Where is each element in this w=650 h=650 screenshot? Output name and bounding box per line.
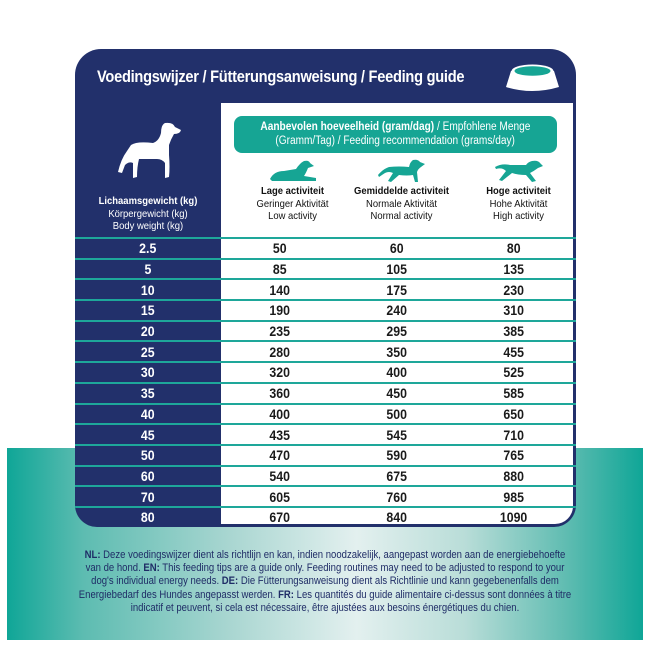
table-row xyxy=(75,403,576,424)
high-cell: 135 xyxy=(503,261,524,278)
running-dog-icon xyxy=(494,159,544,183)
normal-cell: 400 xyxy=(386,364,407,381)
high-cell: 985 xyxy=(503,488,524,505)
high-cell: 1090 xyxy=(499,509,528,526)
weight-cell: 60 xyxy=(141,467,155,484)
lang-code-fr: FR: xyxy=(278,588,294,601)
low-cell: 605 xyxy=(269,488,290,505)
food-bowl-icon xyxy=(505,61,560,93)
note-text: Die Fütterungsanweisung dient als Richtlinie und kann gegebenenfalls dem xyxy=(238,575,559,588)
table-row xyxy=(75,506,576,527)
low-cell: 470 xyxy=(269,447,290,464)
recommendation-title-de: / Empfohlene Menge xyxy=(434,121,531,133)
column-normal-activity xyxy=(343,159,460,223)
weight-label-de: Körpergewicht (kg) xyxy=(108,207,188,220)
table-row xyxy=(75,361,576,382)
high-cell: 455 xyxy=(503,343,524,360)
high-cell: 650 xyxy=(503,405,524,422)
normal-activity-de: Normale Aktivität xyxy=(366,197,437,210)
weight-cell: 5 xyxy=(144,261,152,278)
weight-cell: 2.5 xyxy=(139,240,157,257)
high-cell: 525 xyxy=(503,364,524,381)
low-cell: 85 xyxy=(272,261,287,278)
low-activity-de: Geringer Aktivität xyxy=(256,197,329,210)
normal-cell: 240 xyxy=(386,302,407,319)
weight-cell: 50 xyxy=(141,447,155,464)
table-row xyxy=(75,485,576,506)
note-text: van de hond. xyxy=(85,562,144,575)
table-row xyxy=(75,258,576,279)
table-row xyxy=(75,382,576,403)
column-high-activity xyxy=(460,159,576,223)
weight-cell: 80 xyxy=(141,509,155,526)
low-cell: 140 xyxy=(269,281,290,298)
lang-code-de: DE: xyxy=(221,575,239,588)
high-activity-nl: Hoge activiteit xyxy=(486,185,551,197)
high-cell: 765 xyxy=(503,447,524,464)
low-cell: 320 xyxy=(269,364,290,381)
weight-cell: 10 xyxy=(141,281,155,298)
weight-cell: 35 xyxy=(141,385,155,402)
low-cell: 670 xyxy=(269,509,290,526)
column-low-activity xyxy=(234,159,351,223)
high-activity-de: Hohe Aktivität xyxy=(489,197,548,210)
table-row xyxy=(75,299,576,320)
weight-cell: 15 xyxy=(141,302,155,319)
normal-cell: 840 xyxy=(386,509,407,526)
normal-cell: 60 xyxy=(389,240,404,257)
low-cell: 235 xyxy=(269,323,290,340)
normal-activity-nl: Gemiddelde activiteit xyxy=(353,185,450,197)
high-cell: 80 xyxy=(506,240,521,257)
high-cell: 710 xyxy=(503,426,524,443)
normal-cell: 175 xyxy=(386,281,407,298)
table-row xyxy=(75,278,576,299)
low-cell: 435 xyxy=(269,426,290,443)
note-text: Les quantités du guide alimentaire ci-dessus sont données à titre xyxy=(293,588,572,601)
low-cell: 50 xyxy=(272,240,287,257)
normal-cell: 450 xyxy=(386,385,407,402)
body-weight-header xyxy=(75,195,221,233)
table-row xyxy=(75,465,576,486)
note-text: Deze voedingswijzer dient als richtlijn en kan, indien noodzakelijk, aangepast worden aan de energiebehoefte xyxy=(100,549,566,561)
high-cell: 230 xyxy=(503,281,524,298)
feeding-table xyxy=(75,237,576,527)
table-row xyxy=(75,320,576,341)
note-text: This feeding tips are a guide only. Feeding routines may need to be adjusted to respond to your xyxy=(159,562,565,575)
lang-code-nl: NL: xyxy=(84,549,101,561)
low-cell: 190 xyxy=(269,302,290,319)
normal-cell: 295 xyxy=(386,323,407,340)
page-title: Voedingswijzer / Fütterungsanweisung / Feeding guide xyxy=(97,67,465,86)
standing-dog-icon xyxy=(117,121,183,181)
low-activity-en: Low activity xyxy=(268,210,317,222)
recommendation-title-en: (Gramm/Tag) / Feeding recommendation (grams/day) xyxy=(275,135,516,147)
normal-cell: 500 xyxy=(386,405,407,422)
table-row xyxy=(75,423,576,444)
feeding-guide-card xyxy=(75,49,576,527)
table-row xyxy=(75,340,576,361)
low-cell: 400 xyxy=(269,405,290,422)
weight-cell: 45 xyxy=(141,426,155,443)
recommendation-title-nl: Aanbevolen hoeveelheid (gram/dag) xyxy=(260,121,435,133)
lying-dog-icon xyxy=(268,159,318,183)
high-cell: 880 xyxy=(503,467,524,484)
normal-cell: 760 xyxy=(386,488,407,505)
weight-cell: 30 xyxy=(141,364,155,381)
normal-cell: 675 xyxy=(386,467,407,484)
note-text: dog's individual energy needs. xyxy=(91,575,222,588)
note-text: Energiebedarf des Hundes angepasst werden. xyxy=(78,588,279,601)
weight-label-nl: Lichaamsgewicht (kg) xyxy=(98,195,198,207)
lang-code-en: EN: xyxy=(143,562,160,575)
low-activity-nl: Lage activiteit xyxy=(260,185,325,197)
weight-cell: 40 xyxy=(141,405,155,422)
normal-cell: 545 xyxy=(386,426,407,443)
weight-cell: 20 xyxy=(141,323,155,340)
high-cell: 310 xyxy=(503,302,524,319)
note-text: indicatif et peuvent, si cela est nécessaire, être ajustées aux besoins énergétiques du chien. xyxy=(130,601,520,614)
weight-cell: 70 xyxy=(141,488,155,505)
walking-dog-icon xyxy=(377,159,427,183)
multilingual-disclaimer xyxy=(40,549,610,615)
normal-activity-en: Normal activity xyxy=(370,210,433,222)
table-row xyxy=(75,237,576,258)
normal-cell: 350 xyxy=(386,343,407,360)
low-cell: 280 xyxy=(269,343,290,360)
high-cell: 585 xyxy=(503,385,524,402)
weight-label-en: Body weight (kg) xyxy=(112,220,184,232)
recommendation-banner xyxy=(234,116,557,153)
normal-cell: 105 xyxy=(386,261,407,278)
low-cell: 360 xyxy=(269,385,290,402)
weight-cell: 25 xyxy=(141,343,155,360)
normal-cell: 590 xyxy=(386,447,407,464)
table-row xyxy=(75,444,576,465)
high-activity-en: High activity xyxy=(493,210,544,222)
low-cell: 540 xyxy=(269,467,290,484)
high-cell: 385 xyxy=(503,323,524,340)
